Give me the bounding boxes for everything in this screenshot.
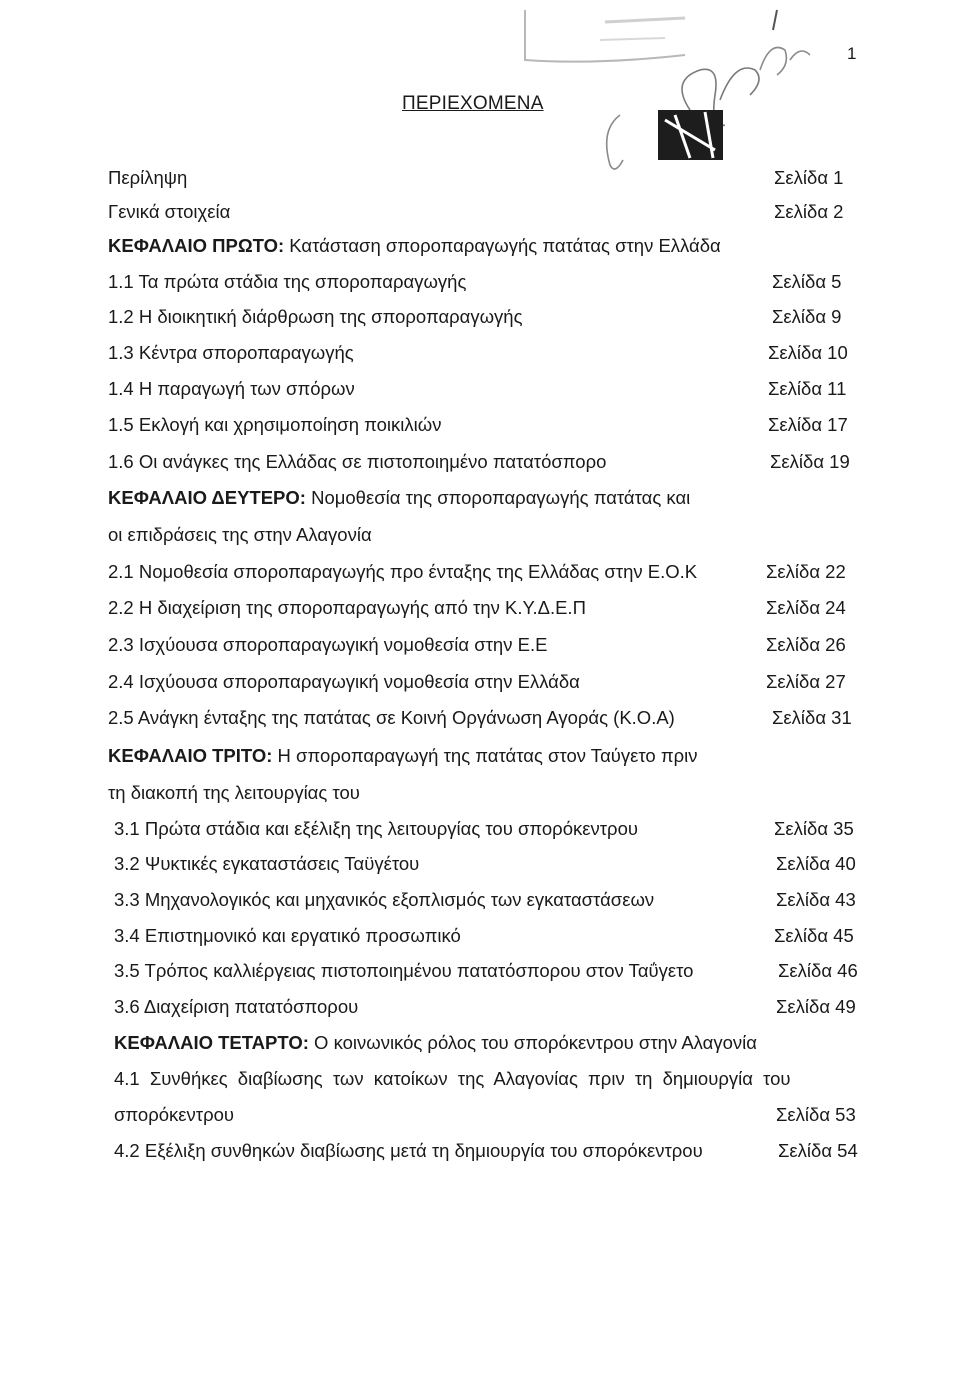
- toc-entry-text: 3.6 Διαχείριση πατατόσπορου: [114, 996, 359, 1017]
- toc-page-ref: Σελίδα 10: [768, 342, 848, 363]
- chapter-label: ΚΕΦΑΛΑΙΟ ΠΡΩΤΟ:: [108, 235, 285, 256]
- toc-page-ref: Σελίδα 45: [774, 925, 854, 946]
- chapter-title: Κατάσταση σποροπαραγωγής πατάτας στην Ελλάδα: [284, 235, 721, 256]
- toc-entry-text: Περίληψη: [108, 167, 188, 188]
- toc-entry-text: 3.1 Πρώτα στάδια και εξέλιξη της λειτουργίας του σπορόκεντρου: [114, 818, 638, 839]
- chapter-label: ΚΕΦΑΛΑΙΟ ΔΕΥΤΕΡΟ:: [108, 487, 306, 508]
- toc-page-ref: Σελίδα 5: [772, 271, 842, 292]
- toc-entry-text: Γενικά στοιχεία: [108, 201, 231, 222]
- chapter-heading: [108, 235, 721, 257]
- toc-entry-text: 1.4 Η παραγωγή των σπόρων: [108, 378, 355, 399]
- toc-page-ref: Σελίδα 35: [774, 818, 854, 839]
- toc-entry-text: 2.3 Ισχύουσα σποροπαραγωγική νομοθεσία στην Ε.Ε: [108, 634, 548, 655]
- toc-entry-text: 1.3 Κέντρα σποροπαραγωγής: [108, 342, 354, 363]
- chapter-heading: [108, 487, 690, 509]
- stamp-and-handwriting: [515, 0, 815, 190]
- toc-entry-text: 3.2 Ψυκτικές εγκαταστάσεις Ταϋγέτου: [114, 853, 420, 874]
- toc-page-ref: Σελίδα 54: [778, 1140, 858, 1161]
- toc-page-ref: Σελίδα 31: [772, 707, 852, 728]
- toc-page-ref: Σελίδα 2: [774, 201, 844, 222]
- chapter-heading: [108, 745, 698, 767]
- toc-page-ref: Σελίδα 9: [772, 306, 842, 327]
- toc-entry-text: 2.2 Η διαχείριση της σποροπαραγωγής από την Κ.Υ.Δ.Ε.Π: [108, 597, 586, 618]
- toc-page-ref: Σελίδα 43: [776, 889, 856, 910]
- chapter-label: ΚΕΦΑΛΑΙΟ ΤΕΤΑΡΤΟ:: [114, 1032, 309, 1053]
- toc-entry-text: 3.3 Μηχανολογικός και μηχανικός εξοπλισμός των εγκαταστάσεων: [114, 889, 655, 910]
- toc-page-ref: Σελίδα 11: [768, 378, 847, 399]
- toc-entry-text: 1.5 Εκλογή και χρησιμοποίηση ποικιλιών: [108, 414, 442, 435]
- chapter-title: Η σποροπαραγωγή της πατάτας στον Ταύγετο πριν: [272, 745, 698, 766]
- chapter-label: ΚΕΦΑΛΑΙΟ ΤΡΙΤΟ:: [108, 745, 273, 766]
- toc-entry-text: 1.6 Οι ανάγκες της Ελλάδας σε πιστοποιημένο πατατόσπορο: [108, 451, 607, 472]
- toc-page-ref: Σελίδα 1: [774, 167, 844, 188]
- toc-entry-text: 1.1 Τα πρώτα στάδια της σποροπαραγωγής: [108, 271, 467, 292]
- toc-page-ref: Σελίδα 49: [776, 996, 856, 1017]
- toc-page-ref: Σελίδα 46: [778, 960, 858, 981]
- toc-page-ref: Σελίδα 24: [766, 597, 846, 618]
- toc-entry-text: οι επιδράσεις της στην Αλαγονία: [108, 524, 372, 545]
- toc-page-ref: Σελίδα 40: [776, 853, 856, 874]
- toc-entry-text: 3.5 Τρόπος καλλιέργειας πιστοποιημένου πατατόσπορου στον Ταΰγετο: [114, 960, 694, 981]
- toc-entry-text: 2.5 Ανάγκη ένταξης της πατάτας σε Κοινή Οργάνωση Αγοράς (Κ.Ο.Α): [108, 707, 675, 728]
- toc-entry-text: 4.2 Εξέλιξη συνθηκών διαβίωσης μετά τη δημιουργία του σπορόκεντρου: [114, 1140, 703, 1161]
- toc-page-ref: Σελίδα 17: [768, 414, 848, 435]
- page-title: ΠΕΡΙΕΧΟΜΕΝΑ: [402, 93, 544, 114]
- toc-page-ref: Σελίδα 22: [766, 561, 846, 582]
- toc-entry-text: 2.4 Ισχύουσα σποροπαραγωγική νομοθεσία στην Ελλάδα: [108, 671, 580, 692]
- toc-entry-text: σπορόκεντρου: [114, 1104, 235, 1125]
- toc-entry-text: 2.1 Νομοθεσία σποροπαραγωγής προ ένταξης της Ελλάδας στην Ε.Ο.Κ: [108, 561, 698, 582]
- toc-page-ref: Σελίδα 26: [766, 634, 846, 655]
- chapter-title: Ο κοινωνικός ρόλος του σπορόκεντρου στην Αλαγονία: [308, 1032, 757, 1053]
- toc-page-ref: Σελίδα 27: [766, 671, 846, 692]
- page-number: 1: [847, 44, 857, 63]
- toc-entry-text: 4.1 Συνθήκες διαβίωσης των κατοίκων της Αλαγονίας πριν τη δημιουργία του: [114, 1068, 791, 1089]
- toc-page-ref: Σελίδα 19: [770, 451, 850, 472]
- toc-entry-text: τη διακοπή της λειτουργίας του: [108, 782, 360, 803]
- toc-entry-text: 3.4 Επιστημονικό και εργατικό προσωπικό: [114, 925, 461, 946]
- toc-page-ref: Σελίδα 53: [776, 1104, 856, 1125]
- toc-entry-text: 1.2 Η διοικητική διάρθρωση της σποροπαραγωγής: [108, 306, 523, 327]
- chapter-heading: [114, 1032, 757, 1054]
- chapter-title: Νομοθεσία της σποροπαραγωγής πατάτας και: [305, 487, 691, 508]
